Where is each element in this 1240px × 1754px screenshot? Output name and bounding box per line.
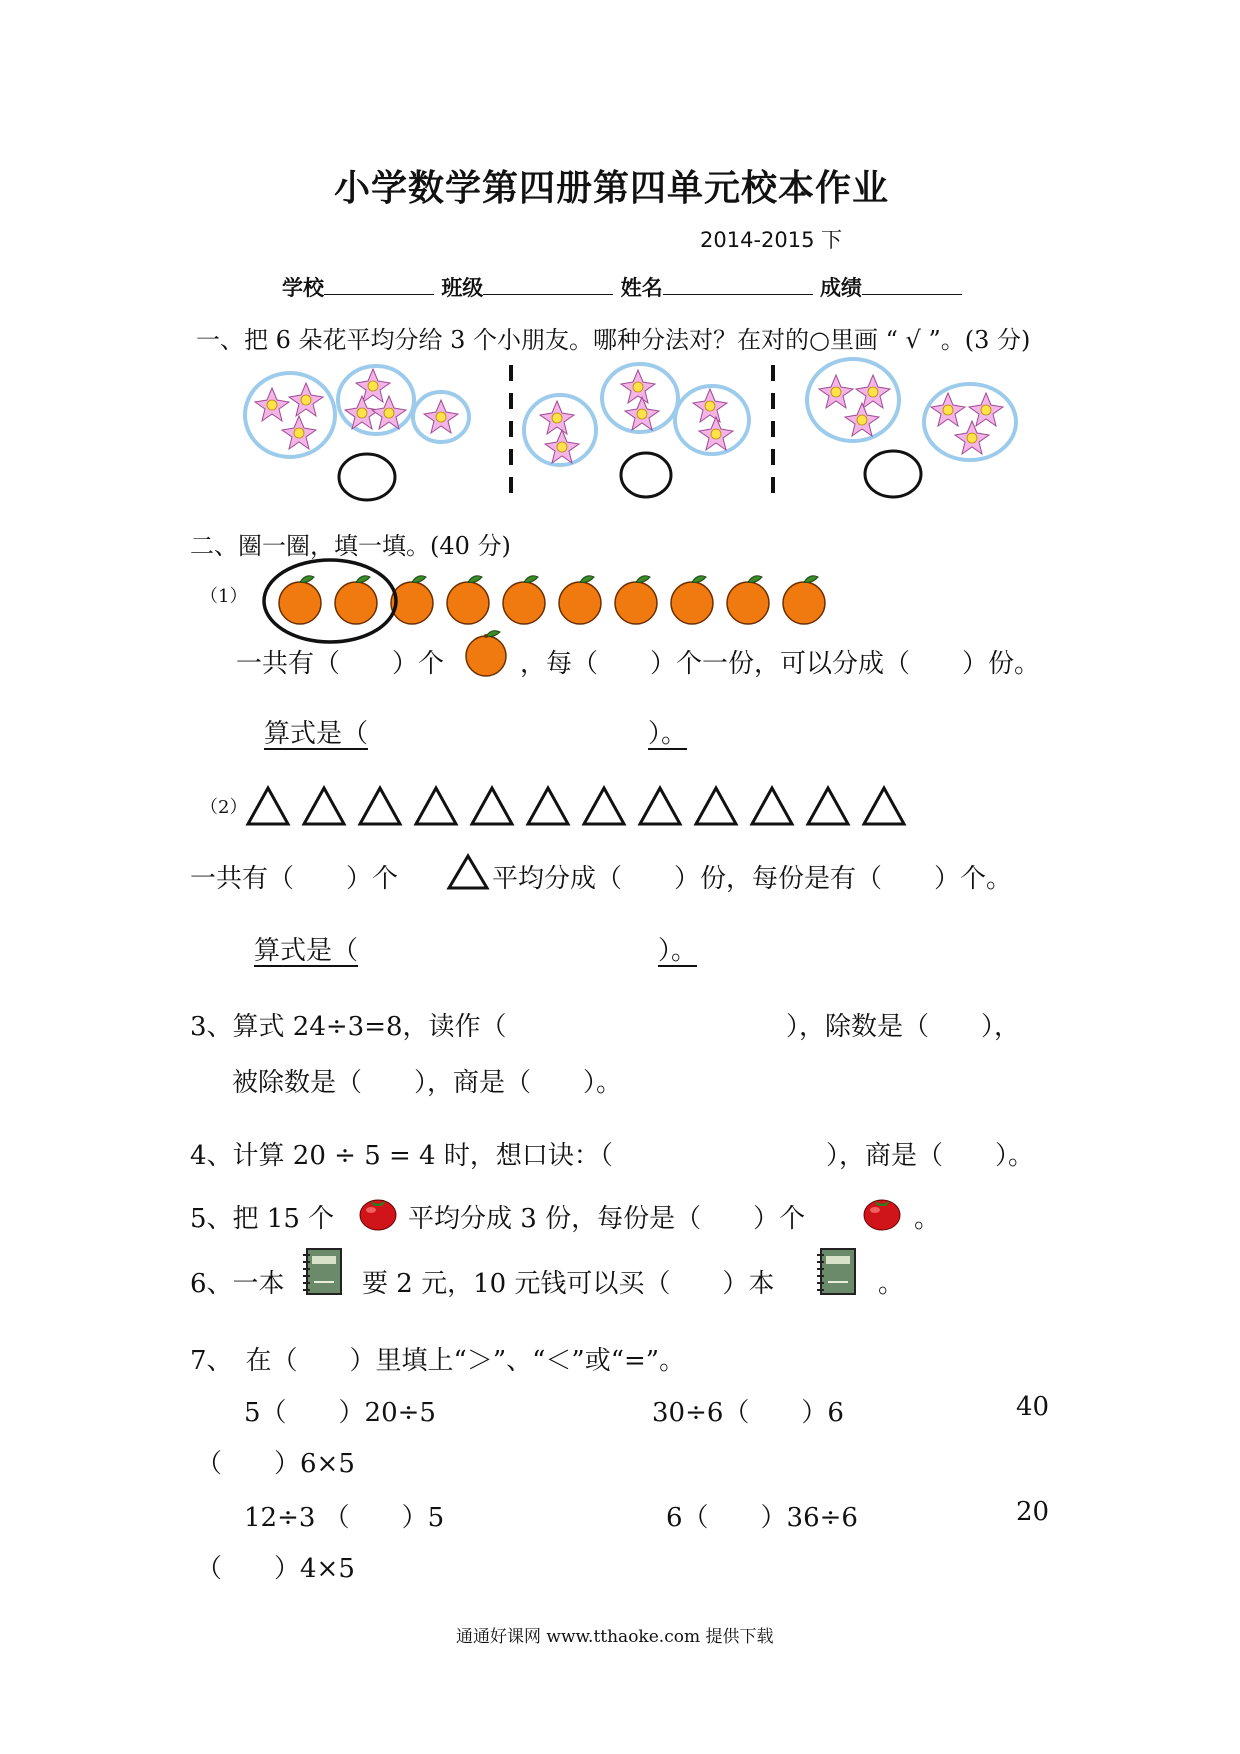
triangle-icon xyxy=(528,788,568,824)
q6-c: 。 xyxy=(878,1269,905,1299)
q7-r2a: 12÷3 （ ）5 xyxy=(244,1503,445,1533)
orange-icon xyxy=(447,576,489,624)
class-label: 班级 xyxy=(441,276,484,300)
q7-r2c: 20 xyxy=(1016,1497,1050,1527)
q6-a: 6、一本 xyxy=(190,1269,285,1299)
q3-line1-a: 3、算式 24÷3=8，读作（ xyxy=(190,1012,507,1042)
orange-icon xyxy=(671,576,713,624)
orange-icon xyxy=(503,576,545,624)
q1-text: 一、把 6 朵花平均分给 3 个小朋友。哪种分法对？在对的○里画 “ √ ”。(3 分) xyxy=(196,326,1031,354)
q2-p1-line-a: 一共有（ ）个 xyxy=(236,649,445,679)
name-label: 姓名 xyxy=(620,276,663,300)
q7-r2b: 6（ ）36÷6 xyxy=(666,1503,858,1533)
orange-icon xyxy=(615,576,657,624)
orange-icon xyxy=(462,626,512,678)
tomato-icon xyxy=(860,1192,904,1232)
name-field[interactable] xyxy=(663,272,813,295)
q7-r1b: 30÷6（ ）6 xyxy=(652,1398,844,1428)
orange-icon xyxy=(279,576,321,624)
class-field[interactable] xyxy=(483,272,613,295)
triangle-icon xyxy=(472,788,512,824)
triangle-icon xyxy=(864,788,904,824)
q5-a: 5、把 15 个 xyxy=(190,1204,335,1234)
formula-blank[interactable] xyxy=(368,719,648,749)
q6-b: 要 2 元，10 元钱可以买（ ）本 xyxy=(362,1269,775,1299)
school-field[interactable] xyxy=(324,272,434,295)
triangle-icon xyxy=(248,788,288,824)
footer-text: 通通好课网 www.tthaoke.com 提供下载 xyxy=(456,1627,774,1647)
tomato-icon xyxy=(356,1192,400,1232)
q1-figure xyxy=(0,350,1240,550)
answer-circle xyxy=(339,451,921,500)
triangle-icon xyxy=(360,788,400,824)
notebook-icon xyxy=(300,1246,346,1298)
q2-heading: 二、圈一圈，填一填。(40 分) xyxy=(190,532,511,560)
page-title: 小学数学第四册第四单元校本作业 xyxy=(334,168,890,209)
triangle-icon xyxy=(584,788,624,824)
q2-part1-label: （1） xyxy=(200,586,248,607)
q7-r2d: （ ）4×5 xyxy=(196,1554,355,1584)
q2-p2-formula: 算式是（ ）。 xyxy=(254,936,698,966)
triangle-icon xyxy=(696,788,736,824)
q2-p1-formula: 算式是（ ）。 xyxy=(264,719,688,749)
orange-icon xyxy=(335,576,377,624)
info-line xyxy=(282,272,962,302)
triangle-icon xyxy=(304,788,344,824)
q5-c: 。 xyxy=(914,1204,941,1234)
term-label: 2014-2015 下 xyxy=(700,228,843,252)
q4-a: 4、计算 20 ÷ 5 = 4 时，想口诀：（ xyxy=(190,1141,613,1171)
q7-r1c: 40 xyxy=(1016,1392,1050,1422)
q3-line1-b: ），除数是（ ）， xyxy=(786,1012,1021,1042)
q5-b: 平均分成 3 份，每份是（ ）个 xyxy=(408,1204,806,1234)
q7-r1d: （ ）6×5 xyxy=(196,1449,355,1479)
notebook-icon xyxy=(814,1246,860,1298)
q3-line2: 被除数是（ ），商是（ ）。 xyxy=(232,1068,623,1098)
q2-p2-line-b: 平均分成（ ）份，每份是有（ ）个。 xyxy=(492,864,1013,894)
orange-row xyxy=(250,555,850,655)
q7-heading: 7、 在（ ）里填上“＞”、“＜”或“=”。 xyxy=(190,1346,686,1376)
q2-part2-label: （2） xyxy=(200,797,248,818)
triangle-icon xyxy=(752,788,792,824)
formula-blank[interactable] xyxy=(358,936,658,966)
triangle-icon xyxy=(446,852,490,892)
triangle-icon xyxy=(640,788,680,824)
score-label: 成绩 xyxy=(819,276,862,300)
q7-r1a: 5（ ）20÷5 xyxy=(244,1398,436,1428)
score-field[interactable] xyxy=(862,272,962,295)
orange-icon xyxy=(727,576,769,624)
flower-icon xyxy=(255,369,1003,463)
triangle-icon xyxy=(416,788,456,824)
triangle-row xyxy=(242,782,922,832)
school-label: 学校 xyxy=(282,276,324,300)
q2-p1-line-b: ，每（ ）个一份，可以分成（ ）份。 xyxy=(520,649,1041,679)
q2-p2-line-a: 一共有（ ）个 xyxy=(190,864,399,894)
triangle-icon xyxy=(808,788,848,824)
orange-icon xyxy=(783,576,825,624)
orange-icon xyxy=(559,576,601,624)
q4-b: ），商是（ ）。 xyxy=(826,1141,1035,1171)
